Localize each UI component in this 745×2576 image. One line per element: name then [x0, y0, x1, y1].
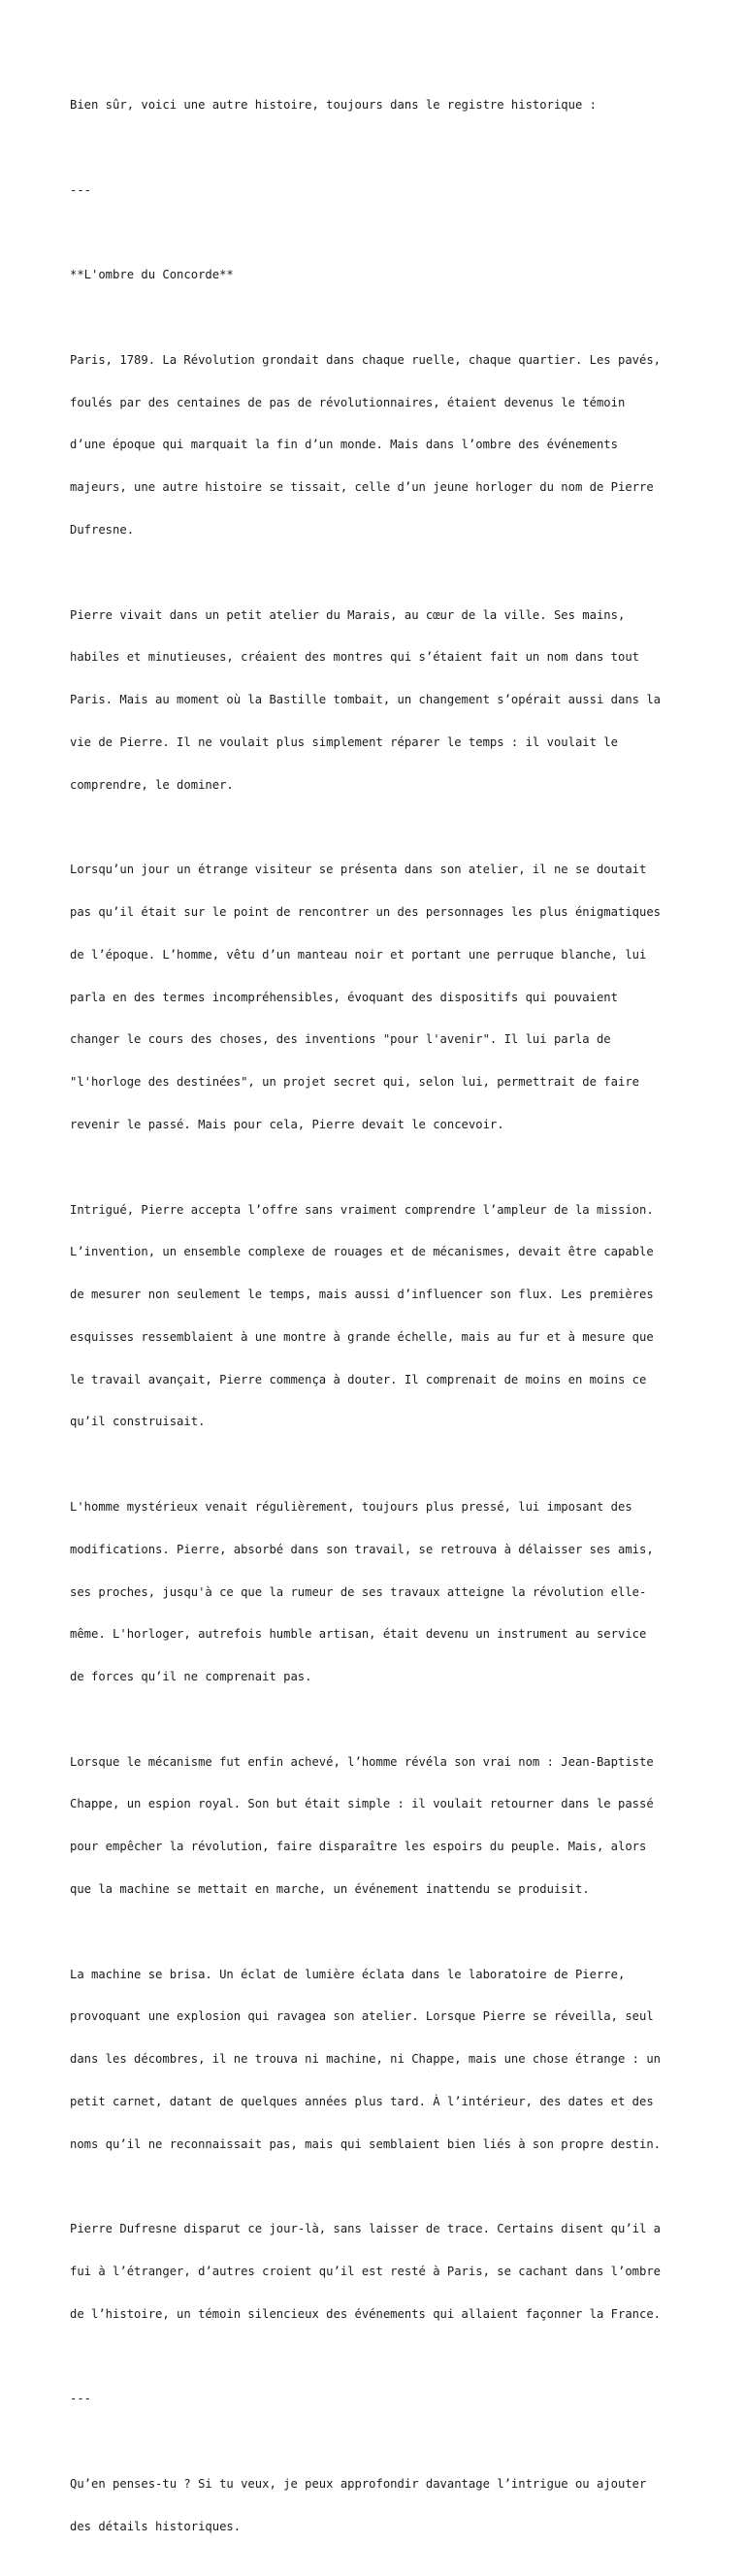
text-line: de l’époque. L’homme, vêtu d’un manteau noir et portant une perruque blanche, lui — [70, 947, 647, 962]
text-line: La machine se brisa. Un éclat de lumière éclata dans le laboratoire de Pierre, — [70, 1967, 626, 1981]
text-line: L’invention, un ensemble complexe de rouages et de mécanismes, devait être capable — [70, 1245, 654, 1259]
text-line: Dufresne. — [70, 523, 135, 537]
text-line: pour empêcher la révolution, faire disparaître les espoirs du peuple. Mais, alors — [70, 1840, 647, 1854]
text-line: de forces qu’il ne comprenait pas. — [70, 1670, 312, 1684]
text-line: provoquant une explosion qui ravagea son atelier. Lorsque Pierre se réveilla, seul — [70, 2009, 654, 2024]
text-line: noms qu’il ne reconnaissait pas, mais qui semblaient bien liés à son propre destin. — [70, 2136, 662, 2151]
paragraph-5 — [70, 1472, 681, 1712]
text-line: modifications. Pierre, absorbé dans son travail, se retrouva à délaisser ses amis, — [70, 1542, 654, 1556]
text-line: parla en des termes incompréhensibles, évoquant des dispositifs qui pouvaient — [70, 990, 618, 1004]
text-line: Paris, 1789. La Révolution grondait dans chaque ruelle, chaque quartier. Les pavés, — [70, 352, 662, 367]
text-line: vie de Pierre. Il ne voulait plus simplement réparer le temps : il voulait le — [70, 734, 618, 749]
text-line: Bien sûr, voici une autre histoire, toujours dans le registre historique : — [70, 98, 597, 113]
text-line: ses proches, jusqu'à ce que la rumeur de ses travaux atteigne la révolution elle- — [70, 1584, 647, 1599]
text-line: Pierre Dufresne disparut ce jour-là, sans laisser de trace. Certains disent qu’il a — [70, 2222, 662, 2236]
text-line: habiles et minutieuses, créaient des montres qui s’étaient fait un nom dans tout — [70, 650, 639, 665]
document-page — [70, 70, 681, 2576]
text-line: fui à l’étranger, d’autres croient qu’il est resté à Paris, se cachant dans l’ombre — [70, 2265, 662, 2279]
text-line: comprendre, le dominer. — [70, 777, 234, 792]
text-line: de mesurer non seulement le temps, mais aussi d’influencer son flux. Les premières — [70, 1288, 654, 1302]
text-line: Intrigué, Pierre accepta l’offre sans vraiment comprendre l’ampleur de la mission. — [70, 1202, 654, 1217]
paragraph-4 — [70, 1174, 681, 1457]
text-line: petit carnet, datant de quelques années plus tard. À l’intérieur, des dates et des — [70, 2094, 654, 2108]
story-title — [70, 240, 681, 310]
text-line: --- — [70, 182, 92, 197]
text-line: foulés par des centaines de pas de révolutionnaires, étaient devenus le témoin — [70, 395, 626, 409]
paragraph-8 — [70, 2194, 681, 2350]
text-line: Lorsque le mécanisme fut enfin achevé, l’homme révéla son vrai nom : Jean-Baptiste — [70, 1754, 654, 1769]
paragraph-2 — [70, 579, 681, 820]
text-line: --- — [70, 2392, 92, 2406]
text-line: Pierre vivait dans un petit atelier du Marais, au cœur de la ville. Ses mains, — [70, 607, 626, 622]
text-line: qu’il construisait. — [70, 1415, 206, 1429]
text-line: de l’histoire, un témoin silencieux des événements qui allaient façonner la France. — [70, 2306, 662, 2321]
text-line: esquisses ressemblaient à une montre à grande échelle, mais au fur et à mesure que — [70, 1329, 654, 1344]
text-line: "l'horloge des destinées", un projet secret qui, selon lui, permettrait de faire — [70, 1075, 639, 1090]
text-line: changer le cours des choses, des inventions "pour l'avenir". Il lui parla de — [70, 1032, 611, 1047]
text-line: Qu’en penses-tu ? Si tu veux, je peux approfondir davantage l’intrigue ou ajouter — [70, 2476, 647, 2491]
text-line: Lorsqu’un jour un étrange visiteur se présenta dans son atelier, il ne se doutait — [70, 863, 647, 877]
text-line: même. L'horloger, autrefois humble artisan, était devenu un instrument au service — [70, 1627, 647, 1642]
text-line: Chappe, un espion royal. Son but était simple : il voulait retourner dans le passé — [70, 1797, 654, 1811]
text-line: pas qu’il était sur le point de rencontrer un des personnages les plus énigmatiques — [70, 905, 662, 920]
text-line: le travail avançait, Pierre commença à douter. Il comprenait de moins en moins ce — [70, 1372, 647, 1386]
text-line: d’une époque qui marquait la fin d’un monde. Mais dans l’ombre des événements — [70, 438, 618, 452]
text-line: des détails historiques. — [70, 2519, 242, 2533]
paragraph-7 — [70, 1939, 681, 2179]
separator — [70, 155, 681, 226]
intro-paragraph — [70, 70, 681, 141]
separator — [70, 2364, 681, 2434]
text-line: majeurs, une autre histoire se tissait, celle d’un jeune horloger du nom de Pierre — [70, 480, 654, 495]
closing-paragraph — [70, 2449, 681, 2562]
text-line: **L'ombre du Concorde** — [70, 268, 234, 282]
text-line: L'homme mystérieux venait régulièrement, toujours plus pressé, lui imposant des — [70, 1499, 632, 1514]
paragraph-3 — [70, 834, 681, 1160]
text-line: revenir le passé. Mais pour cela, Pierre devait le concevoir. — [70, 1117, 504, 1131]
text-line: Paris. Mais au moment où la Bastille tombait, un changement s’opérait aussi dans la — [70, 693, 662, 707]
paragraph-1 — [70, 325, 681, 566]
text-line: dans les décombres, il ne trouva ni machine, ni Chappe, mais une chose étrange : un — [70, 2052, 662, 2067]
paragraph-6 — [70, 1726, 681, 1924]
text-line: que la machine se mettait en marche, un événement inattendu se produisit. — [70, 1882, 590, 1896]
